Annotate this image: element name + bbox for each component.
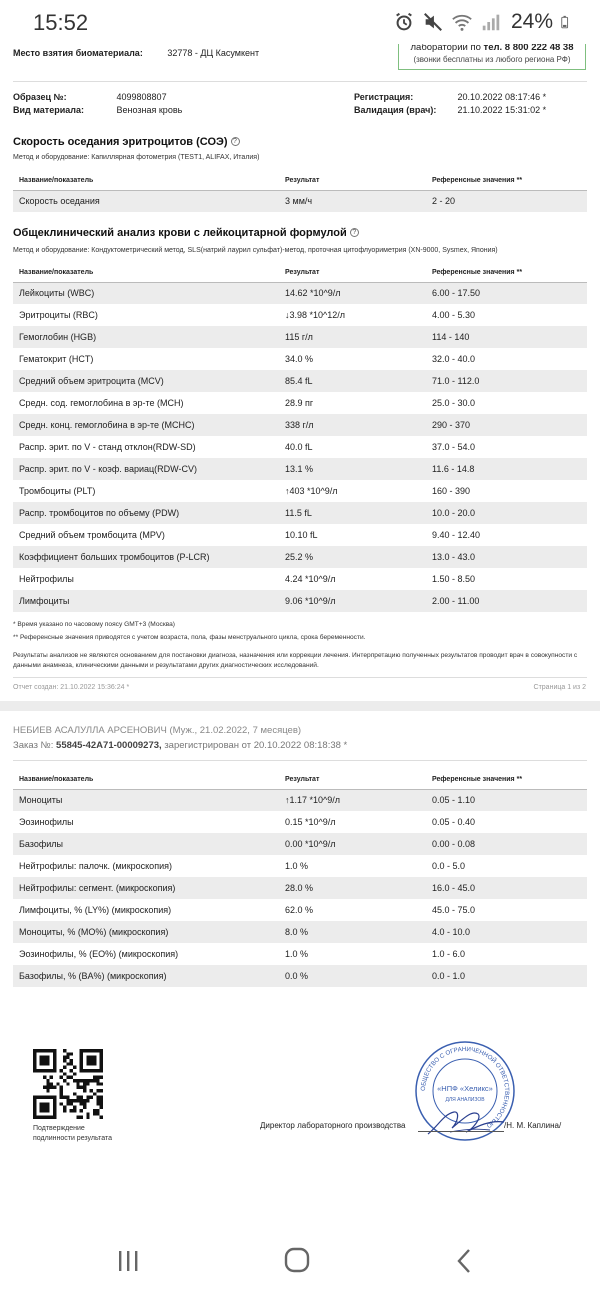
page2-rows [13,789,587,987]
lab-report [0,44,600,1220]
row-name: Распр. эрит. по V - станд отклон(RDW-SD) [19,442,196,452]
row-reference: 9.40 - 12.40 [432,530,481,540]
table-row [13,370,587,392]
row-reference: 10.0 - 20.0 [426,502,587,524]
sample-no-value: 4099808807 [116,92,167,102]
table-row [13,833,587,855]
row-name: Средн. конц. гемоглобина в эр-те (MCHC) [13,414,279,436]
row-reference: 290 - 370 [426,414,587,436]
row-name: Базофилы, % (BA%) (микроскопия) [13,965,279,987]
order-prefix: Заказ №: [13,740,54,751]
order-info [13,740,347,751]
row-result: 1.0 % [285,861,309,871]
row-result: 34.0 % [285,354,314,364]
row-result: 115 г/л [279,326,426,348]
row-reference: 6.00 - 17.50 [426,282,587,304]
row-result: 28.0 % [279,877,426,899]
stamp-brand: «НПФ «Хеликс» [437,1084,493,1093]
biomaterial-value: 32778 - ДЦ Касумкент [167,48,260,58]
table-row [13,590,587,612]
page-number: Страница 1 из 2 [533,684,586,691]
table-row [13,811,587,833]
col-reference: Референсные значения ** [426,264,587,282]
esr-rows [13,190,587,212]
lab-phone-note: (звонки бесплатны из любого региона РФ) [413,55,571,64]
order-suffix: зарегистрирован от 20.10.2022 08:18:38 * [164,740,348,751]
cbc-title-text: Общеклинический анализ крови с лейкоцитарной формулой [13,227,347,239]
validation-row [354,105,546,115]
row-reference: 71.0 - 112.0 [426,370,587,392]
table-row [13,899,587,921]
table-row [13,392,587,414]
status-bar [0,0,600,44]
row-name: Базофилы [13,833,279,855]
row-reference: 0.0 - 5.0 [432,861,466,871]
table-header [13,264,587,282]
qr-label [33,1124,112,1144]
material-label: Вид материала: [13,105,84,115]
lab-phone-prefix: лаборатории по [410,44,481,53]
table-row [13,965,587,987]
row-result: 0.0 % [279,965,426,987]
row-result: ↑1.17 *10^9/л [279,789,426,811]
lab-phone-box [398,44,586,70]
cbc-title [13,227,359,239]
navigation-bar [0,1220,600,1299]
row-name: Коэффициент больших тромбоцитов (P-LCR) [13,546,279,568]
row-reference: 114 - 140 [426,326,587,348]
row-reference: 4.00 - 5.30 [432,310,476,320]
table-row [13,436,587,458]
table-row [13,480,587,502]
material-value: Венозная кровь [116,105,183,115]
row-name: Гематокрит (HCT) [19,354,94,364]
stamp-sub: ДЛЯ АНАЛИЗОВ [445,1097,485,1103]
row-reference: 25.0 - 30.0 [432,398,476,408]
table-header [13,172,587,190]
registration-label: Регистрация: [354,92,414,102]
table-header [13,771,587,789]
row-reference: 1.0 - 6.0 [432,949,466,959]
help-icon[interactable]: ? [350,228,359,237]
row-result: 10.10 fL [285,530,318,540]
row-name: Средний объем эритроцита (MCV) [13,370,279,392]
table-row [13,414,587,436]
row-result: 85.4 fL [279,370,426,392]
row-name: Нейтрофилы: сегмент. (микроскопия) [13,877,279,899]
table-row [13,326,587,348]
table-row [13,789,587,811]
signature [420,1104,510,1140]
row-reference: 45.0 - 75.0 [432,905,476,915]
row-result: 25.2 % [279,546,426,568]
wifi-icon [451,11,473,33]
row-result: 13.1 % [279,458,426,480]
alarm-icon [393,11,415,33]
row-reference: 0.00 - 0.08 [426,833,587,855]
report-created: Отчет создан: 21.10.2022 15:36:24 * [13,684,130,691]
row-name: Нейтрофилы [19,574,74,584]
back-button[interactable] [445,1246,485,1276]
stamp-ring-text: ОБЩЕСТВО С ОГРАНИЧЕННОЙ ОТВЕТСТВЕННОСТЬЮ [419,1045,511,1130]
qr-label-line1: Подтверждение [33,1125,85,1132]
col-result: Результат [279,172,426,190]
row-name: Распр. тромбоцитов по объему (PDW) [13,502,279,524]
row-name: Моноциты, % (MO%) (микроскопия) [13,921,279,943]
row-reference: 16.0 - 45.0 [426,877,587,899]
director-title: Директор лабораторного производства [260,1121,406,1130]
row-reference: 2.00 - 11.00 [426,590,587,612]
table-row [13,568,587,590]
col-result: Результат [279,264,426,282]
registration-row [354,92,546,102]
row-name: Тромбоциты (PLT) [19,486,96,496]
battery-icon [560,11,574,33]
mute-icon [422,11,444,33]
cbc-table [13,264,587,612]
row-result: 14.62 *10^9/л [279,282,426,304]
row-reference: 0.0 - 1.0 [426,965,587,987]
table-row [13,304,587,326]
esr-title [13,136,240,148]
status-time: 15:52 [33,10,89,35]
row-result: 4.24 *10^9/л [285,574,336,584]
battery-percent: 24% [510,10,553,33]
material-row [13,105,182,115]
cbc-rows [13,282,587,612]
validation-label: Валидация (врач): [354,105,437,115]
page2-table [13,771,587,987]
director-name: /Н. М. Каплина/ [504,1121,562,1130]
row-reference: 0.05 - 0.40 [432,817,476,827]
row-result: ↓3.98 *10^12/л [285,310,346,320]
row-name: Скорость оседания [13,190,279,212]
note-disclaimer: Результаты анализов не являются основанием для постановки диагноза, назначения или коррекции лечения. Интерпретацию полученных результатов проводит врач в совокупности с данными анамнеза, клиническими данными и результатами других диагностических исследований. [13,652,578,669]
col-name: Название/показатель [13,771,279,789]
table-row [13,348,587,370]
row-name: Распр. эрит. по V - коэф. вариац(RDW-CV) [13,458,279,480]
signal-icon [480,11,502,33]
row-name: Лимфоциты, % (LY%) (микроскопия) [19,905,172,915]
row-result: 62.0 % [285,905,314,915]
row-result: 1.0 % [285,949,309,959]
esr-method: Метод и оборудование: Капиллярная фотометрия (TEST1, ALIFAX, Италия) [13,154,260,161]
qr-code[interactable] [33,1049,103,1119]
row-name: Лейкоциты (WBC) [13,282,279,304]
row-reference: 32.0 - 40.0 [432,354,476,364]
status-icons [393,10,574,34]
row-result: 40.0 fL [285,442,313,452]
row-reference: 11.6 - 14.8 [426,458,587,480]
table-row [13,190,587,212]
row-name: Лимфоциты [13,590,279,612]
row-reference: 1.50 - 8.50 [432,574,476,584]
biomaterial-row [13,48,259,58]
row-result: ↑403 *10^9/л [285,486,338,496]
table-row [13,546,587,568]
table-row [13,282,587,304]
table-row [13,855,587,877]
lab-phone: тел. 8 800 222 48 38 [483,44,574,53]
col-name: Название/показатель [13,264,279,282]
row-name: Эозинофилы, % (EO%) (микроскопия) [19,949,179,959]
row-result: 338 г/л [279,414,426,436]
signature-line [418,1131,504,1132]
registration-value: 20.10.2022 08:17:46 * [457,92,547,102]
sample-no-label: Образец №: [13,92,67,102]
row-result: 9.06 *10^9/л [279,590,426,612]
row-name: Моноциты [13,789,279,811]
recent-apps-button[interactable] [108,1246,148,1276]
table-row [13,502,587,524]
cbc-method: Метод и оборудование: Кондуктометрический метод, SLS(натрий лаурил сульфат)-метод, проточная цитофлуориметрия (XN-9000, Sysmex, Япония) [13,247,498,254]
row-reference: 2 - 20 [426,190,587,212]
table-row [13,943,587,965]
row-result: 3 мм/ч [279,190,426,212]
row-result: 0.15 *10^9/л [285,817,336,827]
note-timezone: * Время указано по часовому поясу GMT+3 (Москва) [13,621,175,628]
row-name: Эритроциты (RBC) [19,310,98,320]
row-result: 0.00 *10^9/л [279,833,426,855]
help-icon[interactable]: ? [231,137,240,146]
note-reference: ** Референсные значения приводятся с учетом возраста, пола, фазы менструального цикла, срока беременности. [13,634,366,641]
validation-value: 21.10.2022 15:31:02 * [457,105,547,115]
order-number: 55845-42A71-00009273, [56,740,162,751]
divider [13,760,587,761]
divider [13,677,587,678]
table-row [13,524,587,546]
row-name: Средний объем тромбоцита (MPV) [19,530,165,540]
col-reference: Референсные значения ** [426,172,587,190]
row-reference: 37.0 - 54.0 [432,442,476,452]
table-row [13,458,587,480]
qr-label-line2: подлинности результата [33,1135,112,1142]
row-result: 8.0 % [279,921,426,943]
home-button[interactable] [277,1246,317,1276]
row-reference: 160 - 390 [432,486,471,496]
col-reference: Референсные значения ** [426,771,587,789]
row-name: Эозинофилы [19,817,74,827]
row-reference: 0.05 - 1.10 [426,789,587,811]
row-result: 28.9 пг [285,398,314,408]
row-name: Нейтрофилы: палочк. (микроскопия) [19,861,172,871]
esr-table [13,172,587,212]
page-break [0,701,600,711]
col-result: Результат [279,771,426,789]
biomaterial-label: Место взятия биоматериала: [13,48,143,58]
row-reference: 4.0 - 10.0 [426,921,587,943]
esr-title-text: Скорость оседания эритроцитов (СОЭ) [13,136,228,148]
col-name: Название/показатель [13,172,279,190]
divider [13,81,587,82]
row-result: 11.5 fL [279,502,426,524]
table-row [13,877,587,899]
table-row [13,921,587,943]
row-name: Гемоглобин (HGB) [13,326,279,348]
row-reference: 13.0 - 43.0 [426,546,587,568]
patient-info: НЕБИЕВ АСАЛУЛЛА АРСЕНОВИЧ (Муж., 21.02.2022, 7 месяцев) [13,725,302,736]
sample-no-row [13,92,167,102]
row-name: Средн. сод. гемоглобина в эр-те (MCH) [19,398,184,408]
